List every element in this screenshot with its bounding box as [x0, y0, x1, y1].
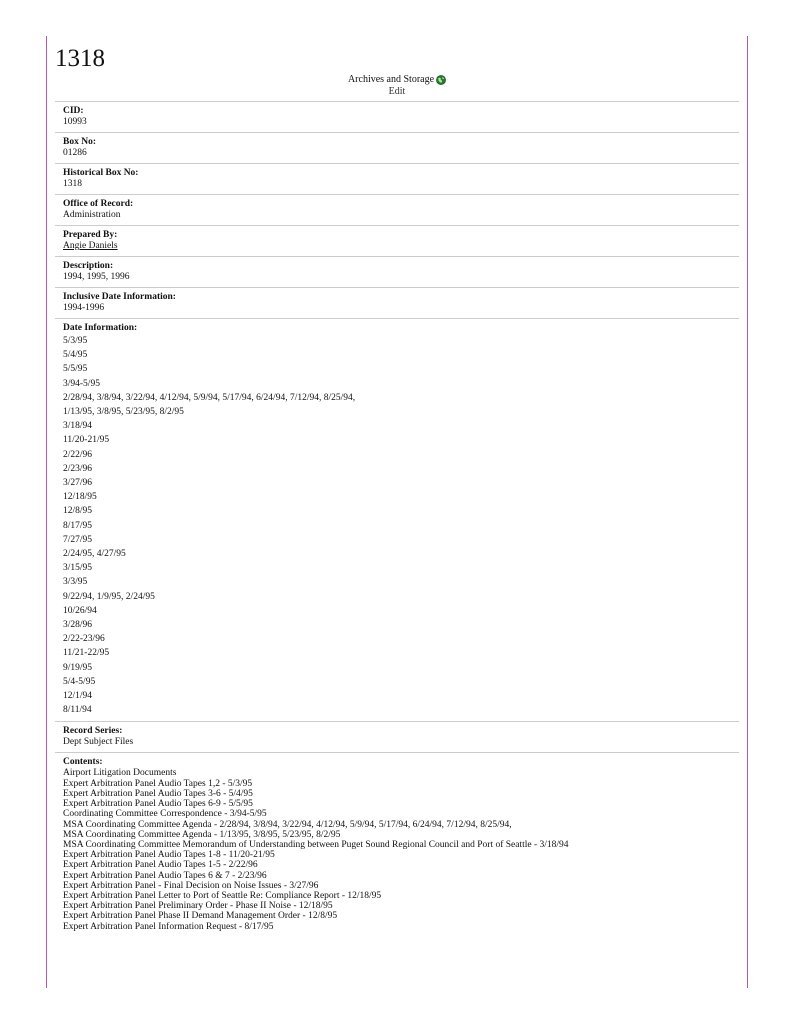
field-record-series — [55, 721, 739, 752]
contents-item: Expert Arbitration Panel - Final Decision on Noise Issues - 3/27/96 — [63, 880, 319, 891]
record-header — [55, 74, 739, 98]
date-item: 12/18/95 — [63, 492, 97, 503]
field-label: Historical Box No: — [63, 168, 139, 178]
field-prepared-by — [55, 225, 739, 256]
field-box-no — [55, 132, 739, 163]
contents-item: Expert Arbitration Panel Phase II Demand Management Order - 12/8/95 — [63, 911, 338, 922]
date-item: 9/22/94, 1/9/95, 2/24/95 — [63, 591, 155, 602]
field-label: Record Series: — [63, 726, 123, 737]
date-item: 2/22-23/96 — [63, 634, 105, 645]
edit-link[interactable]: Edit — [388, 86, 406, 97]
date-item: 3/28/96 — [63, 620, 93, 631]
field-cid — [55, 101, 739, 132]
date-item: 2/22/96 — [63, 449, 93, 460]
contents-item: MSA Coordinating Committee Memorandum of Understanding between Puget Sound Regional Council and Port of Seattle - 3/18/94 — [63, 839, 569, 850]
date-item: 2/23/96 — [63, 463, 93, 474]
contents-item: Coordinating Committee Correspondence - 3/94-5/95 — [63, 809, 267, 820]
date-item: 1/13/95, 3/8/95, 5/23/95, 8/2/95 — [63, 407, 184, 418]
date-item: 3/18/94 — [63, 421, 93, 432]
date-item: 9/19/95 — [63, 662, 93, 673]
field-label: CID: — [63, 106, 84, 116]
contents-list — [63, 768, 733, 931]
date-item: 5/4-5/95 — [63, 676, 96, 687]
date-item: 11/20-21/95 — [63, 435, 110, 446]
page-frame — [46, 36, 748, 988]
contents-item: Expert Arbitration Panel Preliminary Order - Phase II Noise - 12/18/95 — [63, 901, 333, 912]
field-value: 1994, 1995, 1996 — [63, 272, 130, 282]
date-item: 3/3/95 — [63, 577, 88, 588]
field-label: Inclusive Date Information: — [63, 292, 176, 302]
contents-item: MSA Coordinating Committee Agenda - 2/28/94, 3/8/94, 3/22/94, 4/12/94, 5/9/94, 5/17/94, 6/24/94, 7/12/94, 8/25/94, — [63, 819, 512, 830]
record-title: 1318 — [55, 45, 105, 72]
contents-item: Expert Arbitration Panel Audio Tapes 6 & 7 - 2/23/96 — [63, 870, 267, 881]
field-description — [55, 256, 739, 287]
field-office-of-record — [55, 194, 739, 225]
date-item: 3/94-5/95 — [63, 378, 100, 389]
contents-item: MSA Coordinating Committee Agenda - 1/13/95, 3/8/95, 5/23/95, 8/2/95 — [63, 829, 341, 840]
date-item: 10/26/94 — [63, 605, 97, 616]
field-label: Contents: — [63, 757, 103, 768]
field-value: Administration — [63, 210, 121, 220]
field-value: 01286 — [63, 148, 87, 158]
date-item: 5/3/95 — [63, 336, 88, 346]
date-item: 3/15/95 — [63, 563, 93, 574]
date-item: 5/5/95 — [63, 364, 88, 375]
field-value: 10993 — [63, 117, 87, 127]
field-inclusive-date — [55, 287, 739, 318]
date-item: 8/11/94 — [63, 705, 92, 716]
field-label: Date Information: — [63, 323, 138, 333]
field-contents — [55, 752, 739, 931]
date-item: 2/28/94, 3/8/94, 3/22/94, 4/12/94, 5/9/94, 5/17/94, 6/24/94, 7/12/94, 8/25/94, — [63, 392, 356, 403]
field-label: Office of Record: — [63, 199, 134, 209]
collection-name: Archives and Storage — [347, 74, 435, 85]
field-date-information — [55, 318, 739, 721]
date-item: 12/8/95 — [63, 506, 93, 517]
field-label: Description: — [63, 261, 114, 271]
date-item: 5/4/95 — [63, 350, 88, 361]
field-label: Prepared By: — [63, 230, 118, 240]
contents-item: Expert Arbitration Panel Letter to Port of Seattle Re: Compliance Report - 12/18/95 — [63, 890, 382, 901]
field-value: 1318 — [63, 179, 82, 189]
date-item: 7/27/95 — [63, 534, 93, 545]
contents-item: Expert Arbitration Panel Information Request - 8/17/95 — [63, 921, 274, 932]
contents-item: Airport Litigation Documents — [63, 768, 177, 779]
prepared-by-link[interactable]: Angie Daniels — [63, 241, 118, 251]
page-inner — [47, 44, 747, 932]
date-item: 12/1/94 — [63, 691, 93, 702]
collection-line — [348, 74, 446, 86]
date-list — [63, 334, 733, 717]
date-item: 11/21-22/95 — [63, 648, 110, 659]
contents-item: Expert Arbitration Panel Audio Tapes 1,2 - 5/3/95 — [63, 778, 253, 789]
contents-item: Expert Arbitration Panel Audio Tapes 3-6 - 5/4/95 — [63, 788, 253, 799]
date-item: 2/24/95, 4/27/95 — [63, 549, 126, 560]
date-item: 3/27/96 — [63, 478, 93, 489]
globe-icon — [436, 75, 446, 85]
field-value: Dept Subject Files — [63, 737, 134, 748]
field-label: Box No: — [63, 137, 96, 147]
field-historical-box-no — [55, 163, 739, 194]
contents-item: Expert Arbitration Panel Audio Tapes 1-5 - 2/22/96 — [63, 860, 258, 871]
field-value: 1994-1996 — [63, 303, 105, 313]
contents-item: Expert Arbitration Panel Audio Tapes 1-8 - 11/20-21/95 — [63, 850, 275, 861]
contents-item: Expert Arbitration Panel Audio Tapes 6-9 - 5/5/95 — [63, 799, 253, 810]
date-item: 8/17/95 — [63, 520, 93, 531]
